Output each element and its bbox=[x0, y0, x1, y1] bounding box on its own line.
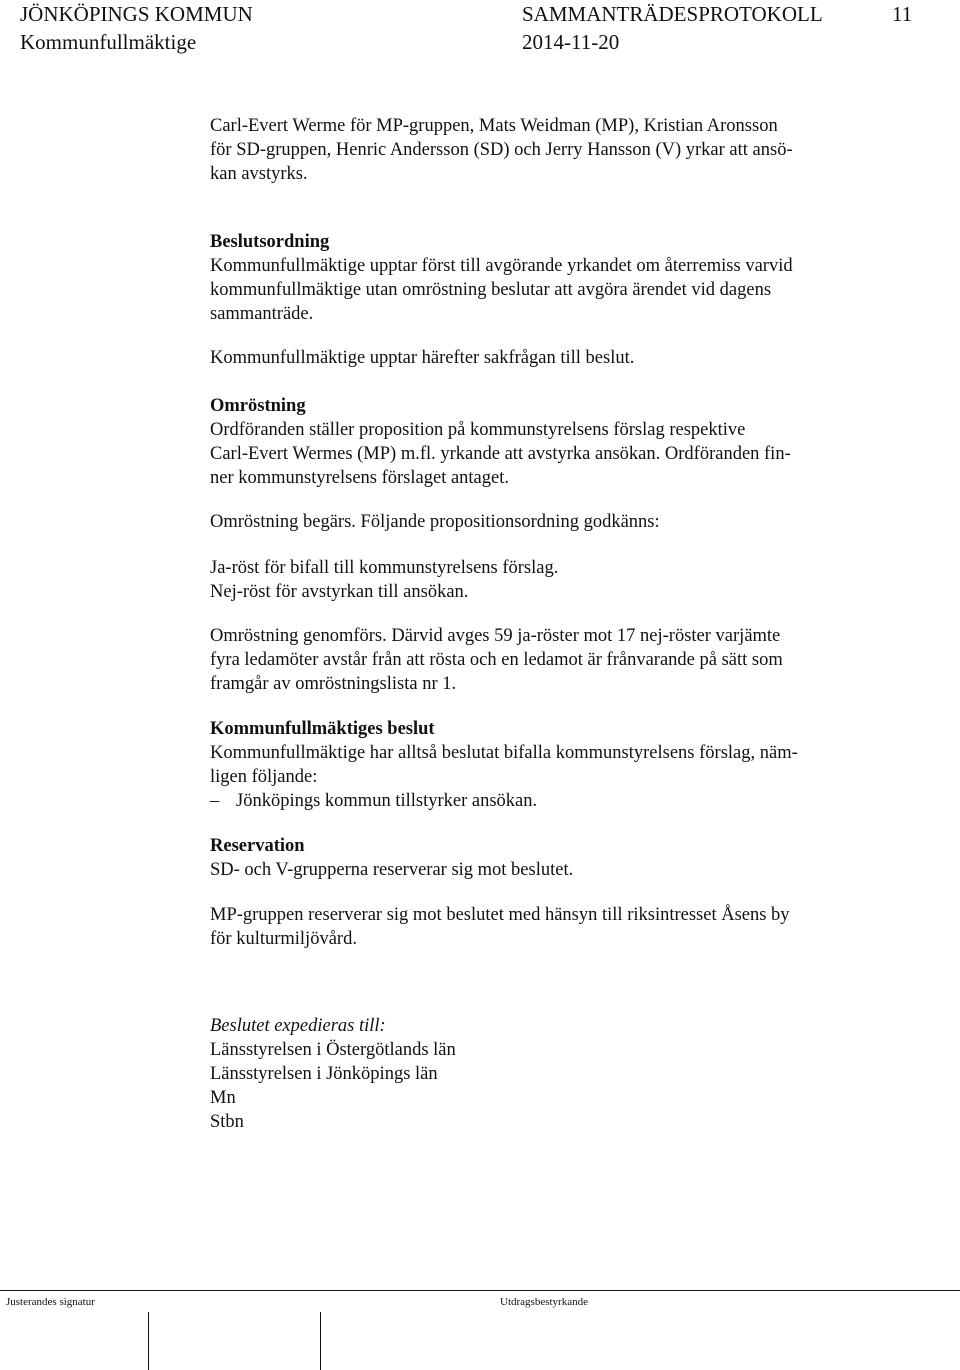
decision-item-text: Jönköpings kommun tillstyrker ansökan. bbox=[236, 791, 538, 811]
beslut-section bbox=[210, 717, 798, 813]
signature-box-divider bbox=[148, 1312, 149, 1370]
text-line: för SD-gruppen, Henric Andersson (SD) och Jerry Hansson (V) yrkar att ansö- bbox=[210, 140, 793, 160]
text-line: SD- och V-grupperna reserverar sig mot beslutet. bbox=[210, 860, 574, 880]
text-line: Ordföranden ställer proposition på kommunstyrelsens förslag respektive bbox=[210, 420, 746, 440]
text-line: kan avstyrks. bbox=[210, 164, 308, 184]
page-number: 11 bbox=[892, 2, 913, 26]
text-line: ligen följande: bbox=[210, 767, 318, 787]
decision-item bbox=[210, 789, 798, 813]
text-line: Carl-Evert Wermes (MP) m.fl. yrkande att avstyrka ansökan. Ordföranden fin- bbox=[210, 444, 791, 464]
beslutsordning-section bbox=[210, 230, 793, 326]
header-doc-type: SAMMANTRÄDESPROTOKOLL bbox=[522, 2, 823, 26]
text-line: ner kommunstyrelsens förslaget antaget. bbox=[210, 468, 509, 488]
header-org: JÖNKÖPINGS KOMMUN bbox=[20, 2, 253, 26]
text-line: MP-gruppen reserverar sig mot beslutet med hänsyn till riksintresset Åsens by bbox=[210, 905, 790, 925]
sakfragan-paragraph bbox=[210, 346, 634, 370]
reservation-section bbox=[210, 834, 573, 882]
section-heading: Kommunfullmäktiges beslut bbox=[210, 719, 435, 739]
recipient: Mn bbox=[210, 1088, 236, 1108]
begars-paragraph bbox=[210, 510, 660, 534]
text-line: Nej-röst för avstyrkan till ansökan. bbox=[210, 582, 469, 602]
footer-extract-label: Utdragsbestyrkande bbox=[500, 1296, 588, 1308]
section-heading: Beslutsordning bbox=[210, 232, 330, 252]
text-line: Kommunfullmäktige upptar härefter sakfrågan till beslut. bbox=[210, 348, 635, 368]
text-line: fyra ledamöter avstår från att rösta och en ledamot är frånvarande på sätt som bbox=[210, 650, 783, 670]
recipient: Stbn bbox=[210, 1112, 244, 1132]
dash-bullet: – bbox=[210, 791, 220, 811]
signature-box-divider bbox=[320, 1312, 321, 1370]
header-date: 2014-11-20 bbox=[522, 30, 620, 54]
expedieras-heading: Beslutet expedieras till: bbox=[210, 1016, 386, 1036]
text-line: kommunfullmäktige utan omröstning beslutar att avgöra ärendet vid dagens bbox=[210, 280, 772, 300]
footer-divider bbox=[0, 1290, 960, 1291]
text-line: Kommunfullmäktige har alltså beslutat bifalla kommunstyrelsens förslag, näm- bbox=[210, 743, 798, 763]
text-line: Kommunfullmäktige upptar först till avgörande yrkandet om återremiss varvid bbox=[210, 256, 793, 276]
text-line: Ja-röst för bifall till kommunstyrelsens förslag. bbox=[210, 558, 559, 578]
text-line: Carl-Evert Werme för MP-gruppen, Mats Weidman (MP), Kristian Aronsson bbox=[210, 116, 778, 136]
recipient: Länsstyrelsen i Östergötlands län bbox=[210, 1040, 456, 1060]
section-heading: Reservation bbox=[210, 836, 305, 856]
expedieras-section bbox=[210, 1014, 456, 1134]
omrostning-section bbox=[210, 394, 791, 490]
proposition-paragraph bbox=[210, 556, 558, 604]
text-line: Omröstning genomförs. Därvid avges 59 ja-röster mot 17 nej-röster varjämte bbox=[210, 626, 781, 646]
intro-paragraph bbox=[210, 114, 793, 186]
mp-reservation-paragraph bbox=[210, 903, 790, 951]
recipient: Länsstyrelsen i Jönköpings län bbox=[210, 1064, 438, 1084]
header-body: Kommunfullmäktige bbox=[20, 30, 197, 54]
text-line: framgår av omröstningslista nr 1. bbox=[210, 674, 457, 694]
footer-signature-label: Justerandes signatur bbox=[6, 1296, 95, 1308]
text-line: för kulturmiljövård. bbox=[210, 929, 357, 949]
genomfors-paragraph bbox=[210, 624, 783, 696]
text-line: Omröstning begärs. Följande propositionsordning godkänns: bbox=[210, 512, 660, 532]
section-heading: Omröstning bbox=[210, 396, 306, 416]
text-line: sammanträde. bbox=[210, 304, 314, 324]
